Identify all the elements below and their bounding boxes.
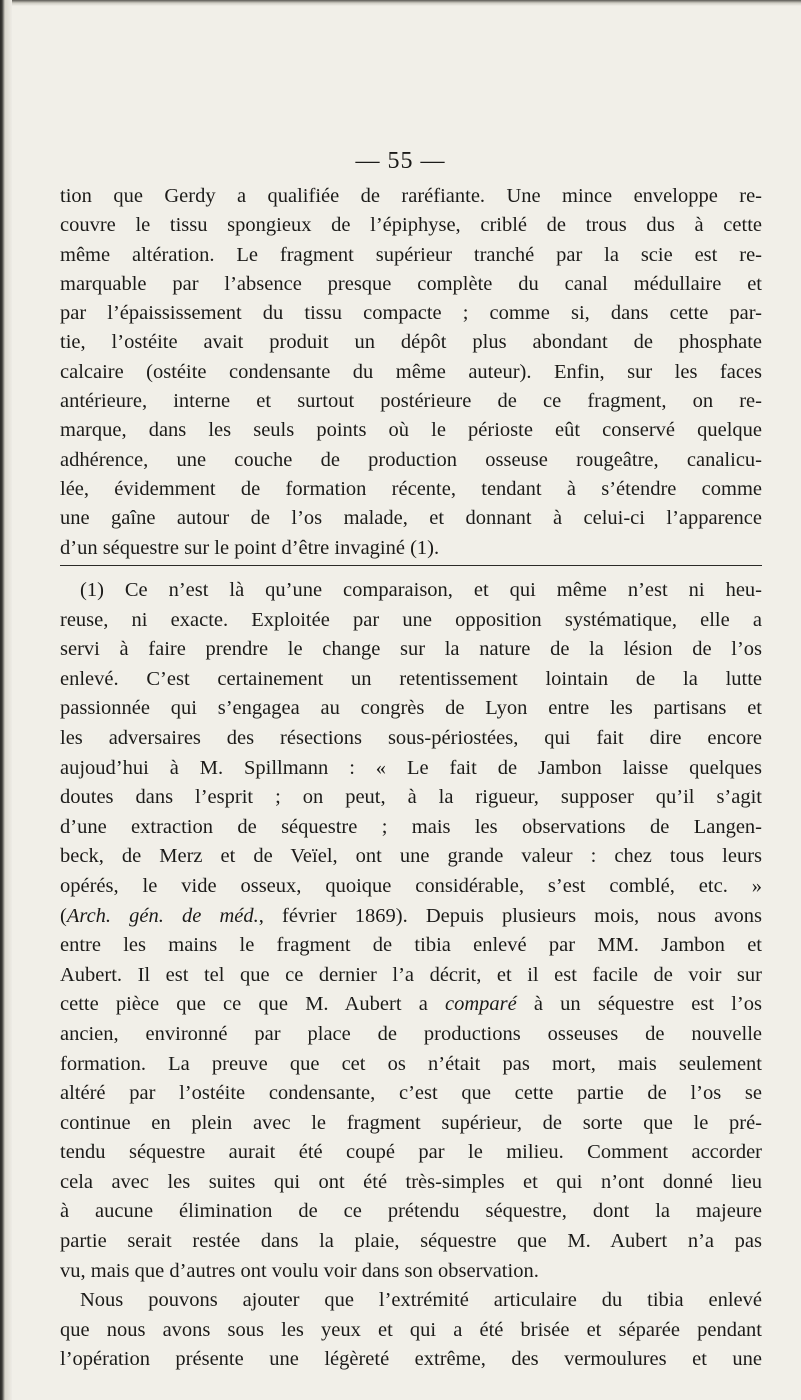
body-line: lée, évidemment de formation récente, tendant à s’étendre comme bbox=[60, 477, 762, 500]
footnote-line: aujoud’hui à M. Spillmann : « Le fait de Jambon laisse quelques bbox=[60, 756, 762, 779]
footnote-line: d’une extraction de séquestre ; mais les observations de Langen- bbox=[60, 815, 762, 838]
footnote-line: altéré par l’ostéite condensante, c’est que cette partie de l’os se bbox=[60, 1082, 762, 1105]
footnote-line: partie serait restée dans la plaie, séquestre que M. Aubert n’a pas bbox=[60, 1230, 762, 1253]
citation-rest: , février 1869). Depuis plusieurs mois, nous avons bbox=[258, 904, 762, 927]
page-binding-edge bbox=[0, 0, 12, 1400]
footnote-line: les adversaires des résections sous-périostées, qui fait dire encore bbox=[60, 726, 762, 749]
footnote-line: tendu séquestre aurait été coupé par le milieu. Comment accorder bbox=[60, 1141, 762, 1164]
footnote-line: à aucune élimination de ce prétendu séquestre, dont la majeure bbox=[60, 1200, 762, 1223]
body-line: tion que Gerdy a qualifiée de raréfiante. Une mince enveloppe re- bbox=[60, 185, 762, 207]
footnote-line: ancien, environné par place de productions osseuses de nouvelle bbox=[60, 1022, 762, 1045]
body-paragraph bbox=[60, 182, 762, 563]
page-top-edge bbox=[0, 0, 801, 6]
body-line: une gaîne autour de l’os malade, et donnant à celui-ci l’apparence bbox=[60, 507, 762, 530]
body-line: marquable par l’absence presque complète du canal médullaire et bbox=[60, 272, 762, 295]
body-line: antérieure, interne et surtout postérieure de ce fragment, on re- bbox=[60, 390, 762, 413]
compare-italic: comparé bbox=[444, 993, 517, 1016]
citation-journal: Arch. gén. de méd. bbox=[66, 904, 259, 927]
footnote-line: Nous pouvons ajouter que l’extrémité articulaire du tibia enlevé bbox=[80, 1289, 762, 1312]
footnote-line: formation. La preuve que cet os n’était pas mort, mais seulement bbox=[60, 1052, 762, 1075]
page-number: — 55 — bbox=[355, 148, 446, 174]
footnote-line: (1) Ce n’est là qu’une comparaison, et qui même n’est ni heu- bbox=[80, 579, 762, 601]
footnote-line: continue en plein avec le fragment supérieur, de sorte que le pré- bbox=[60, 1111, 762, 1134]
footnote-line: Aubert. Il est tel que ce dernier l’a décrit, et il est facile de voir sur bbox=[60, 963, 762, 986]
body-line: d’un séquestre sur le point d’être invaginé (1). bbox=[60, 536, 440, 559]
footnote-line: beck, de Merz et de Veïel, ont une grande valeur : chez tous leurs bbox=[60, 845, 762, 868]
footnote-line: l’opération présente une légèreté extrême, des vermoulures et une bbox=[60, 1348, 762, 1371]
footnote-line: cela avec les suites qui ont été très-simples et qui n’ont donné lieu bbox=[60, 1170, 762, 1193]
footnote-line: opérés, le vide osseux, quoique considérable, s’est comblé, etc. » bbox=[60, 874, 762, 897]
footnote-separator-rule bbox=[60, 565, 762, 566]
footnote-citation-line bbox=[60, 902, 762, 932]
footnote-line: doutes dans l’esprit ; on peut, à la rigueur, supposer qu’il s’agit bbox=[60, 786, 762, 809]
body-line: par l’épaississement du tissu compacte ; comme si, dans cette par- bbox=[60, 302, 762, 325]
body-line: adhérence, une couche de production osseuse rougeâtre, canalicu- bbox=[60, 448, 762, 471]
footnote-line: reuse, ni exacte. Exploitée par une opposition systématique, elle a bbox=[60, 608, 762, 631]
footnote-line: entre les mains le fragment de tibia enlevé par MM. Jambon et bbox=[60, 934, 762, 957]
footnote-line: vu, mais que d’autres ont voulu voir dans son observation. bbox=[60, 1259, 539, 1282]
footnote-line: que nous avons sous les yeux et qui a été brisée et séparée pendant bbox=[60, 1318, 762, 1341]
footnote-compare-line bbox=[60, 990, 762, 1020]
footnote-line: enlevé. C’est certainement un retentissement lointain de la lutte bbox=[60, 667, 762, 690]
compare-before: cette pièce que ce que M. Aubert a bbox=[60, 993, 445, 1016]
body-line: marque, dans les seuls points où le périoste eût conservé quelque bbox=[60, 419, 762, 442]
footnote-line: servi à faire prendre le change sur la nature de la lésion de l’os bbox=[60, 638, 762, 661]
footnote bbox=[60, 576, 762, 1375]
compare-after: à un séquestre est l’os bbox=[516, 993, 762, 1016]
footnote-line: passionnée qui s’engagea au congrès de Lyon entre les partisans et bbox=[60, 697, 762, 720]
body-line: tie, l’ostéite avait produit un dépôt plus abondant de phosphate bbox=[60, 331, 762, 354]
body-line: même altération. Le fragment supérieur tranché par la scie est re- bbox=[60, 243, 762, 266]
body-line: couvre le tissu spongieux de l’épiphyse, criblé de trous dus à cette bbox=[60, 214, 762, 237]
citation-open-paren: ( bbox=[60, 904, 67, 927]
body-line: calcaire (ostéite condensante du même auteur). Enfin, sur les faces bbox=[60, 360, 762, 383]
